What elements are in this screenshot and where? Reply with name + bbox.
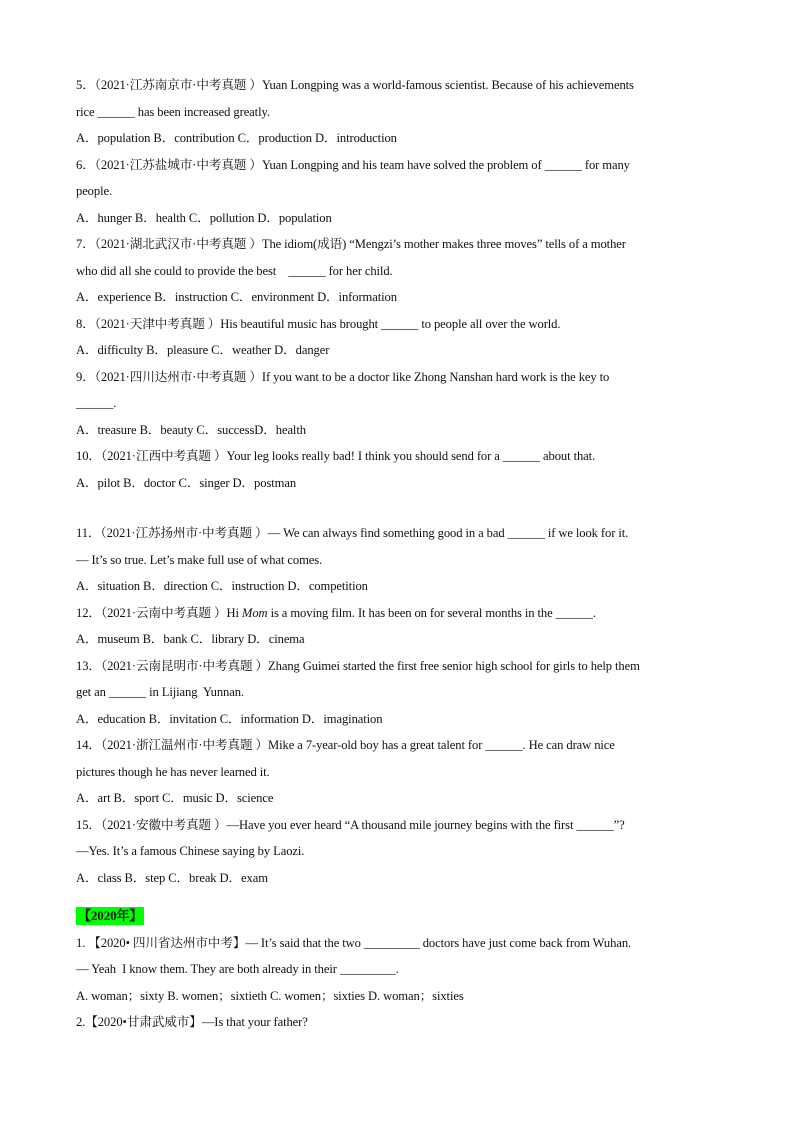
question-text-cont: — It’s so true. Let’s make full use of what comes. <box>76 552 323 567</box>
question-text: 2.【2020•甘肃武威市】—Is that your father? <box>76 1015 308 1029</box>
question-text: 1. 【2020• 四川省达州市中考】— It’s said that the two _________ doctors have just come back from Wuhan. <box>76 935 632 950</box>
question-11 <box>76 520 726 600</box>
question-text-cont: pictures though he has never learned it. <box>76 764 270 779</box>
question-14 <box>76 732 726 812</box>
question-2020-2 <box>76 1009 726 1036</box>
question-options: A．treasure B．beauty C．successD．health <box>76 422 306 437</box>
question-options: A．hunger B．health C．pollution D．population <box>76 210 332 225</box>
question-7 <box>76 231 726 311</box>
question-13 <box>76 653 726 733</box>
question-6 <box>76 152 726 232</box>
question-text: 15．（2021·安徽中考真题 ）—Have you ever heard “A thousand mile journey begins with the first ______”? <box>76 817 625 832</box>
question-options: A．education B．invitation C．information D．imagination <box>76 711 383 726</box>
question-options: A．situation B．direction C．instruction D．competition <box>76 579 368 593</box>
question-text-end: is a moving film. It has been on for several months in the ______. <box>267 605 596 620</box>
question-options: A．difficulty B．pleasure C．weather D．danger <box>76 343 330 357</box>
question-options: A．experience B．instruction C．environment D．information <box>76 290 397 304</box>
question-text-cont: —Yes. It’s a famous Chinese saying by Laozi. <box>76 844 305 858</box>
question-text-cont: rice ______ has been increased greatly. <box>76 104 270 119</box>
question-options: A．pilot B．doctor C．singer D．postman <box>76 475 297 490</box>
question-8 <box>76 311 726 364</box>
question-text: 11．（2021·江苏扬州市·中考真题 ）— We can always find something good in a bad ______ if we look for it. <box>76 526 629 540</box>
question-text: 9．（2021·四川达州市·中考真题 ）If you want to be a doctor like Zhong Nanshan hard work is the key to <box>76 369 610 384</box>
question-text-cont: who did all she could to provide the best ______ for her child. <box>76 263 393 278</box>
spacer <box>76 496 726 520</box>
question-text <box>76 600 726 627</box>
section-heading-2020 <box>76 903 726 930</box>
question-text-cont: people. <box>76 184 113 198</box>
question-9 <box>76 364 726 444</box>
year-tag: 【2020年】 <box>78 908 143 923</box>
question-options: A. woman；sixty B. women；sixtieth C. women；sixties D. woman；sixties <box>76 988 464 1003</box>
question-text: 7．（2021·湖北武汉市·中考真题 ）The idiom(成语) “Mengzi’s mother makes three moves” tells of a mother <box>76 237 626 251</box>
question-text: 5．（2021·江苏南京市·中考真题 ）Yuan Longping was a world-famous scientist. Because of his achievements <box>76 78 634 92</box>
question-12 <box>76 600 726 653</box>
film-title: Mom <box>241 605 268 620</box>
question-text: 6．（2021·江苏盐城市·中考真题 ）Yuan Longping and his team have solved the problem of ______ for many <box>76 157 630 172</box>
question-text-cont: get an ______ in Lijiang Yunnan. <box>76 685 244 699</box>
question-5 <box>76 72 726 152</box>
question-text: 10．（2021·江西中考真题 ）Your leg looks really bad! I think you should send for a ______ about that. <box>76 449 596 463</box>
question-15 <box>76 812 726 892</box>
spacer <box>76 891 726 903</box>
question-options: A．class B．step C．break D．exam <box>76 870 268 885</box>
question-options: A．art B．sport C．music D．science <box>76 791 274 805</box>
question-text-cont: ______. <box>76 396 117 410</box>
question-text-cont: — Yeah I know them. They are both already in their _________. <box>76 962 399 976</box>
question-text: 8．（2021·天津中考真题 ）His beautiful music has brought ______ to people all over the world. <box>76 316 561 331</box>
question-2020-1 <box>76 930 726 1010</box>
document-page <box>76 72 726 1036</box>
question-10 <box>76 443 726 496</box>
question-text-start: 12．（2021·云南中考真题 ）Hi <box>76 605 242 620</box>
question-text: 14．（2021·浙江温州市·中考真题 ）Mike a 7-year-old boy has a great talent for ______. He can draw nice <box>76 738 615 752</box>
question-options: A．population B．contribution C．production D．introduction <box>76 131 397 145</box>
question-text: 13．（2021·云南昆明市·中考真题 ）Zhang Guimei started the first free senior high school for girls to help them <box>76 658 640 673</box>
question-options: A．museum B．bank C．library D．cinema <box>76 632 305 646</box>
